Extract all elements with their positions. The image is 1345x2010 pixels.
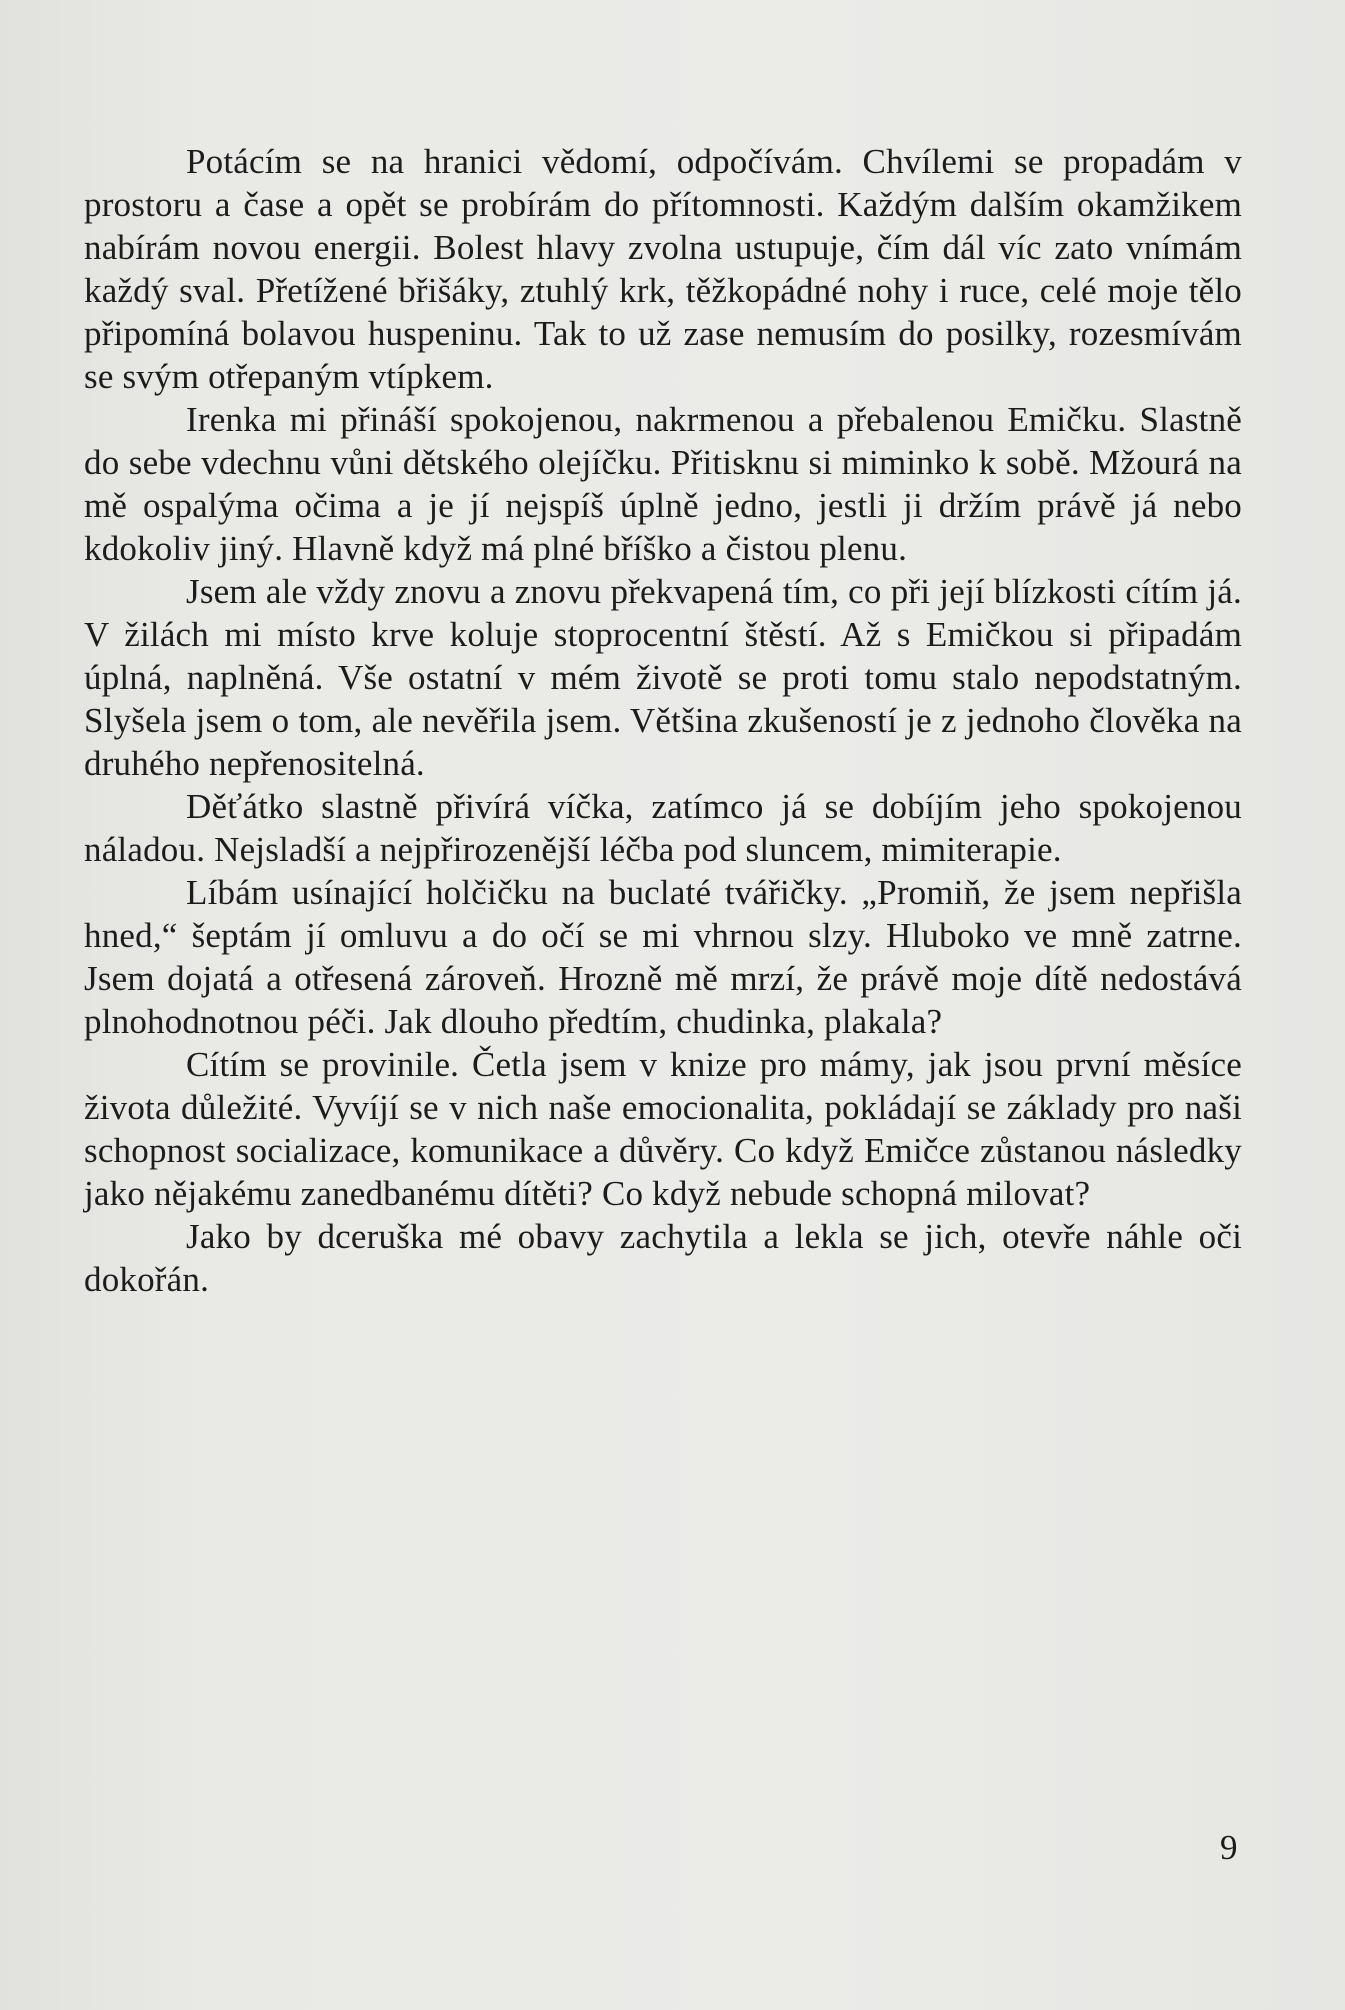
paragraph: Jako by dceruška mé obavy zachytila a lekla se jich, otevře náhle oči dokořán.: [84, 1217, 1242, 1299]
paragraph: Jsem ale vždy znovu a znovu překvapená tím, co při její blízkosti cítím já. V žilách mi místo krve koluje stoprocentní štěstí. Až s Emičkou si připadám úplná, naplněná. Vše ostatní v mém životě se proti tomu stalo nepodstatným. Slyšela jsem o tom, ale nevěřila jsem. Většina zkušeností je z jednoho člověka na druhého nepřenositelná.: [84, 572, 1242, 783]
paragraph: Cítím se provinile. Četla jsem v knize pro mámy, jak jsou první měsíce života důležité. Vyvíjí se v nich naše emocionalita, pokládají se základy pro naši schopnost socializace, komunikace a důvěry. Co když Emičce zůstanou následky jako nějakému zanedbanému dítěti? Co když nebude schopná milovat?: [84, 1045, 1242, 1213]
body-text: [84, 140, 1242, 1301]
paragraph: Líbám usínající holčičku na buclaté tvářičky. „Promiň, že jsem nepřišla hned,“ šeptám jí omluvu a do očí se mi vhrnou slzy. Hluboko ve mně zatrne. Jsem dojatá a otřesená zároveň. Hrozně mě mrzí, že právě moje dítě nedostává plnohodnotnou péči. Jak dlouho předtím, chudinka, plakala?: [84, 873, 1242, 1041]
paragraph: Děťátko slastně přivírá víčka, zatímco já se dobíjím jeho spokojenou náladou. Nejsladší a nejpřirozenější léčba pod sluncem, mimiterapie.: [84, 787, 1242, 869]
paragraph: Potácím se na hranici vědomí, odpočívám. Chvílemi se propadám v prostoru a čase a opět se probírám do přítomnosti. Každým dalším okamžikem nabírám novou energii. Bolest hlavy zvolna ustupuje, čím dál víc zato vnímám každý sval. Přetížené břišáky, ztuhlý krk, těžkopádné nohy i ruce, celé moje tělo připomíná bolavou huspeninu. Tak to už zase nemusím do posilky, rozesmívám se svým otřepaným vtípkem.: [84, 142, 1242, 396]
page-number: 9: [1220, 1828, 1238, 1867]
paragraph: Irenka mi přináší spokojenou, nakrmenou a přebalenou Emičku. Slastně do sebe vdechnu vůni dětského olejíčku. Přitisknu si miminko k sobě. Mžourá na mě ospalýma očima a je jí nejspíš úplně jedno, jestli ji držím právě já nebo kdokoliv jiný. Hlavně když má plné bříško a čistou plenu.: [84, 400, 1242, 568]
